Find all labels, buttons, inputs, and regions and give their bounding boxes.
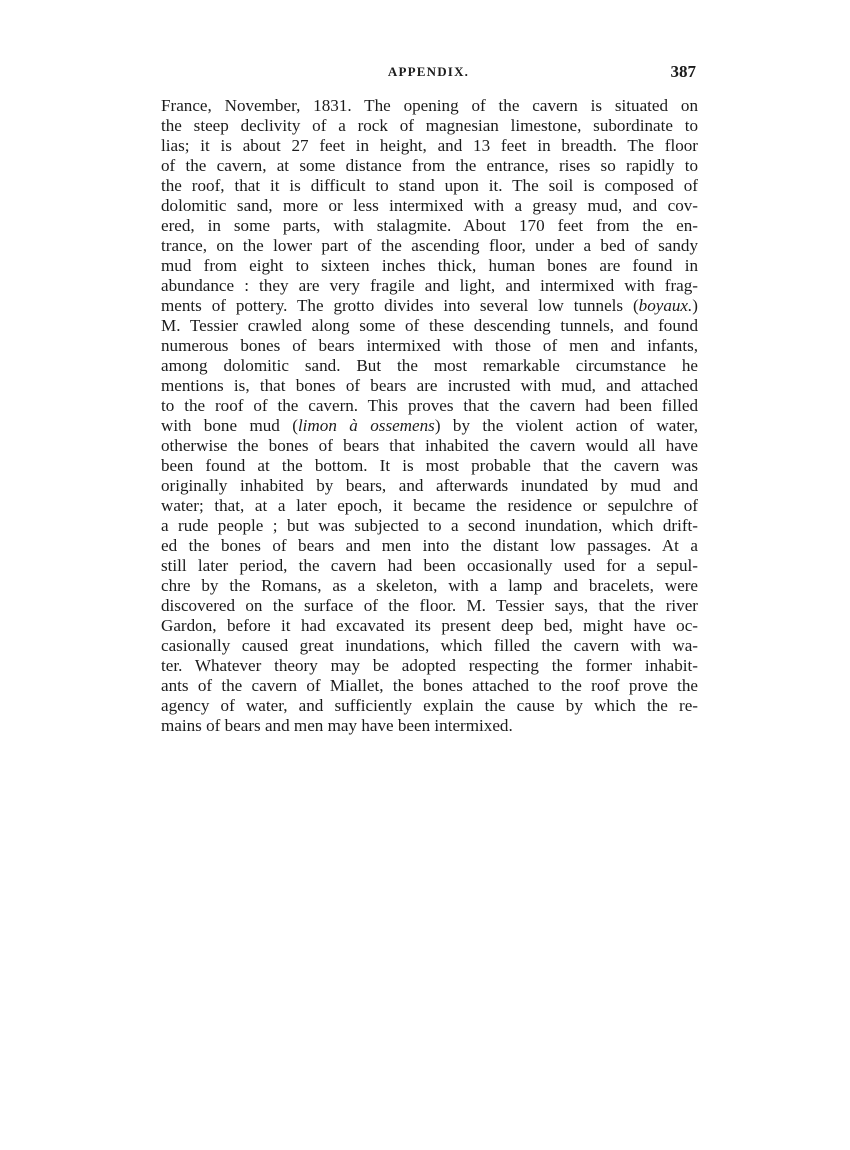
text-line: mud from eight to sixteen inches thick, human bones are found in: [161, 256, 698, 275]
text-line: the roof, that it is difficult to stand upon it. The soil is composed of: [161, 176, 698, 195]
text-line: a rude people ; but was subjected to a second inundation, which drift-: [161, 516, 698, 535]
text-line: still later period, the cavern had been occasionally used for a sepul-: [161, 556, 698, 575]
text-line: water; that, at a later epoch, it became the residence or sepulchre of: [161, 496, 698, 515]
text-line: numerous bones of bears intermixed with those of men and infants,: [161, 336, 698, 355]
text-line: otherwise the bones of bears that inhabited the cavern would all have: [161, 436, 698, 455]
text-line: ants of the cavern of Miallet, the bones attached to the roof prove the: [161, 676, 698, 695]
body-text: [161, 96, 698, 736]
text-line: France, November, 1831. The opening of the cavern is situated on: [161, 96, 698, 115]
text-line: the steep declivity of a rock of magnesian limestone, subordinate to: [161, 116, 698, 135]
text-line: lias; it is about 27 feet in height, and 13 feet in breadth. The floor: [161, 136, 698, 155]
text-line: mentions is, that bones of bears are incrusted with mud, and attached: [161, 376, 698, 395]
text-line: chre by the Romans, as a skeleton, with a lamp and bracelets, were: [161, 576, 698, 595]
text-line: ter. Whatever theory may be adopted respecting the former inhabit-: [161, 656, 698, 675]
text-line: casionally caused great inundations, which filled the cavern with wa-: [161, 636, 698, 655]
italic-phrase: limon à ossemens: [297, 416, 435, 435]
text-line: been found at the bottom. It is most probable that the cavern was: [161, 456, 698, 475]
text-line: trance, on the lower part of the ascending floor, under a bed of sandy: [161, 236, 698, 255]
text-line: ered, in some parts, with stalagmite. About 170 feet from the en-: [161, 216, 698, 235]
text-line: agency of water, and sufficiently explain the cause by which the re-: [161, 696, 698, 715]
italic-phrase: boyaux.: [638, 296, 693, 315]
text-line: dolomitic sand, more or less intermixed with a greasy mud, and cov-: [161, 196, 698, 215]
running-title: APPENDIX.: [387, 64, 470, 79]
text-line: abundance : they are very fragile and light, and intermixed with frag-: [161, 276, 698, 295]
text-line: among dolomitic sand. But the most remarkable circumstance he: [161, 356, 698, 375]
text-line: mains of bears and men may have been intermixed.: [161, 716, 513, 735]
text-line: with bone mud (limon à ossemens) by the violent action of water,: [161, 416, 698, 435]
text-line: discovered on the surface of the floor. M. Tessier says, that the river: [161, 596, 698, 615]
text-line: Gardon, before it had excavated its present deep bed, might have oc-: [161, 616, 698, 635]
running-head: [161, 62, 696, 86]
text-line: ments of pottery. The grotto divides into several low tunnels (boyaux.): [161, 296, 698, 315]
text-line: M. Tessier crawled along some of these descending tunnels, and found: [161, 316, 698, 335]
text-line: originally inhabited by bears, and afterwards inundated by mud and: [161, 476, 698, 495]
page-number: 387: [670, 62, 696, 81]
text-line: ed the bones of bears and men into the distant low passages. At a: [161, 536, 698, 555]
text-line: of the cavern, at some distance from the entrance, rises so rapidly to: [161, 156, 698, 175]
text-line: to the roof of the cavern. This proves that the cavern had been filled: [161, 396, 698, 415]
